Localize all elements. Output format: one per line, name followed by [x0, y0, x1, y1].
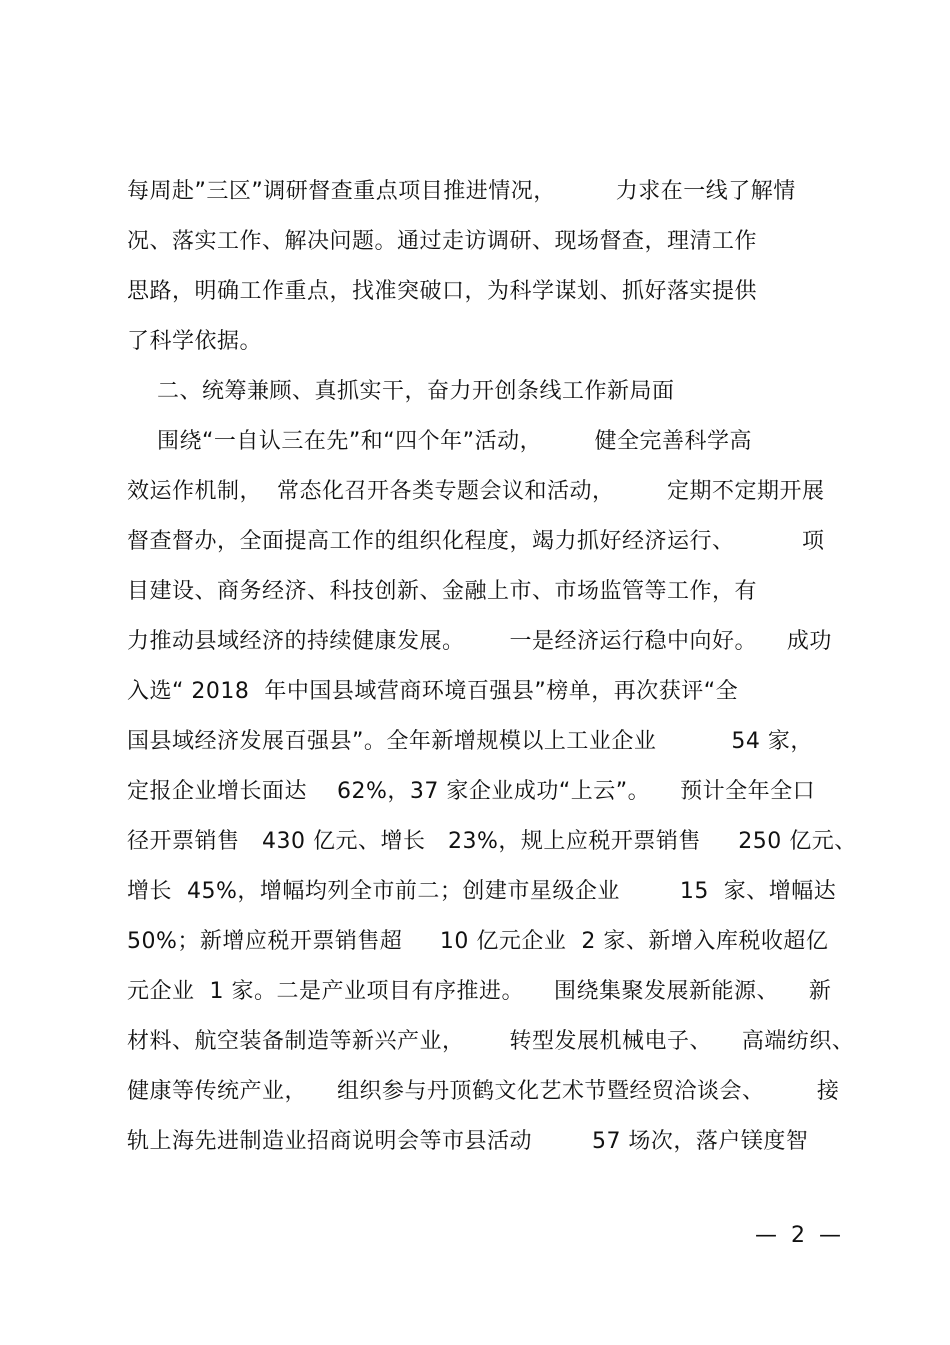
paragraph-line: 轨上海先进制造业招商说明会等市县活动 57 场次，落户镁度智	[127, 1129, 809, 1154]
section-heading: 二、统筹兼顾、真抓实干，奋力开创条线工作新局面	[127, 379, 675, 404]
paragraph-line: 入选“ 2018 年中国县域营商环境百强县”榜单，再次获评“全	[127, 679, 739, 704]
paragraph-line: 径开票销售 430 亿元、增长 23%，规上应税开票销售 250 亿元、	[127, 829, 857, 854]
paragraph-line: 思路，明确工作重点，找准突破口，为科学谋划、抓好落实提供	[127, 279, 758, 304]
paragraph-line: 元企业 1 家。二是产业项目有序推进。 围绕集聚发展新能源、 新	[127, 979, 832, 1004]
paragraph-line: 围绕“一自认三在先”和“四个年”活动， 健全完善科学高	[127, 429, 753, 454]
paragraph-line: 定报企业增长面达 62%，37 家企业成功“上云”。 预计全年全口	[127, 779, 816, 804]
paragraph-line: 督查督办，全面提高工作的组织化程度，竭力抓好经济运行、 项	[127, 529, 825, 554]
paragraph-line: 力推动县域经济的持续健康发展。 一是经济运行稳中向好。 成功	[127, 629, 832, 654]
paragraph-line: 健康等传统产业， 组织参与丹顶鹤文化艺术节暨经贸洽谈会、 接	[127, 1079, 840, 1104]
paragraph-line: 国县域经济发展百强县”。全年新增规模以上工业企业 54 家，	[127, 729, 813, 754]
paragraph-line: 况、落实工作、解决问题。通过走访调研、现场督查，理清工作	[127, 229, 758, 254]
paragraph-line: 了科学依据。	[127, 329, 263, 354]
paragraph-line: 每周赴”三区”调研督查重点项目推进情况， 力求在一线了解情	[127, 179, 796, 204]
paragraph-line: 目建设、商务经济、科技创新、金融上市、市场监管等工作，有	[127, 579, 758, 604]
paragraph-line: 效运作机制， 常态化召开各类专题会议和活动， 定期不定期开展	[127, 479, 825, 504]
paragraph-line: 增长 45%，增幅均列全市前二；创建市星级企业 15 家、增幅达	[127, 879, 837, 904]
page-number: — 2 —	[755, 1223, 841, 1248]
paragraph-line: 50%；新增应税开票销售超 10 亿元企业 2 家、新增入库税收超亿	[127, 929, 829, 954]
paragraph-line: 材料、航空装备制造等新兴产业， 转型发展机械电子、 高端纺织、	[127, 1029, 855, 1054]
